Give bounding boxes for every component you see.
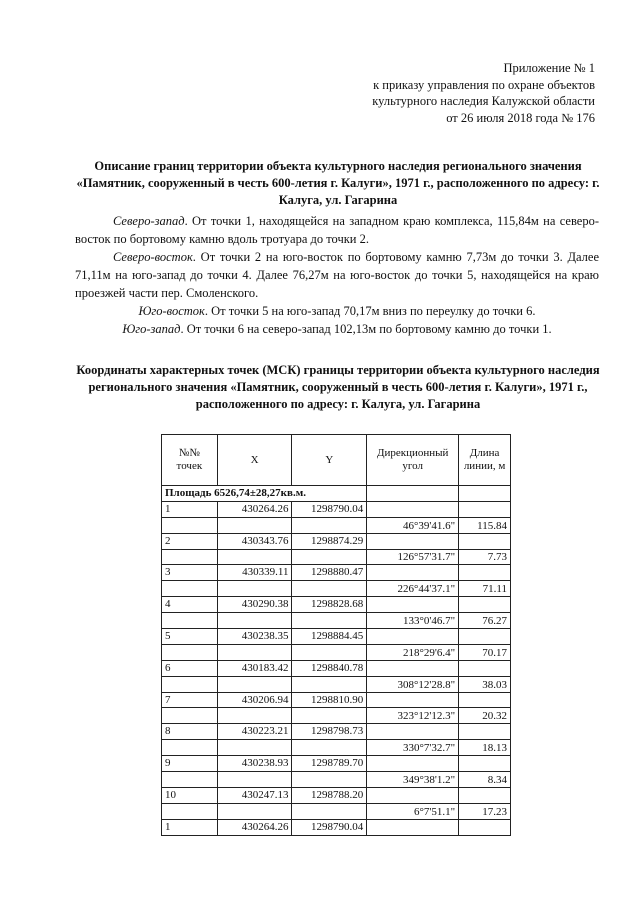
- point-x: 430339.11: [217, 565, 292, 581]
- point-number: 8: [162, 724, 218, 740]
- table-cell: [459, 501, 511, 517]
- point-number: 1: [162, 501, 218, 517]
- header-point-number: №№ точек: [162, 435, 218, 486]
- header-line-length: Длина линии, м: [459, 435, 511, 486]
- table-cell: [217, 613, 292, 629]
- point-x: 430223.21: [217, 724, 292, 740]
- point-number: 4: [162, 597, 218, 613]
- table-cell: [367, 819, 459, 835]
- appendix-line: от 26 июля 2018 года № 176: [446, 110, 595, 125]
- point-row: [162, 565, 511, 581]
- table-cell: [162, 708, 218, 724]
- point-y: 1298828.68: [292, 597, 367, 613]
- point-x: 430247.13: [217, 787, 292, 803]
- area-row: [162, 486, 511, 502]
- table-cell: [217, 708, 292, 724]
- segment-length: 17.23: [459, 803, 511, 819]
- table-cell: [367, 756, 459, 772]
- point-y: 1298789.70: [292, 756, 367, 772]
- point-row: [162, 629, 511, 645]
- point-y: 1298790.04: [292, 819, 367, 835]
- description-paragraph: [75, 302, 599, 320]
- point-number: 7: [162, 692, 218, 708]
- point-row: [162, 660, 511, 676]
- header-x: X: [217, 435, 292, 486]
- table-cell: [459, 486, 511, 502]
- point-row: [162, 819, 511, 835]
- table-cell: [162, 803, 218, 819]
- segment-row: [162, 708, 511, 724]
- segment-row: [162, 644, 511, 660]
- table-cell: [292, 613, 367, 629]
- appendix-line: Приложение № 1: [503, 61, 595, 75]
- table-cell: [292, 708, 367, 724]
- segment-angle: 308°12'28.8": [367, 676, 459, 692]
- segment-length: 18.13: [459, 740, 511, 756]
- point-number: 6: [162, 660, 218, 676]
- table-cell: [292, 676, 367, 692]
- point-row: [162, 756, 511, 772]
- segment-length: 38.03: [459, 676, 511, 692]
- point-row: [162, 724, 511, 740]
- segment-row: [162, 517, 511, 533]
- coordinates-table: [161, 434, 511, 836]
- table-cell: [367, 597, 459, 613]
- area-value: Площадь 6526,74±28,27кв.м.: [162, 486, 367, 502]
- point-number: 10: [162, 787, 218, 803]
- point-y: 1298840.78: [292, 660, 367, 676]
- point-y: 1298798.73: [292, 724, 367, 740]
- table-cell: [367, 486, 459, 502]
- point-row: [162, 501, 511, 517]
- segment-length: 8.34: [459, 772, 511, 788]
- description-title: Описание границ территории объекта культурного наследия регионального значения «Памятник, сооруженный в честь 600-летия г. Калуги», 1971 г., расположенного по адресу: г. Калуга, ул. Гагарина: [76, 159, 600, 207]
- table-cell: [162, 517, 218, 533]
- segment-row: [162, 613, 511, 629]
- table-cell: [162, 740, 218, 756]
- table-cell: [292, 581, 367, 597]
- table-cell: [217, 803, 292, 819]
- segment-length: 7.73: [459, 549, 511, 565]
- table-cell: [367, 533, 459, 549]
- coordinates-body: [162, 486, 511, 836]
- table-cell: [459, 692, 511, 708]
- segment-length: 20.32: [459, 708, 511, 724]
- table-cell: [459, 724, 511, 740]
- table-cell: [459, 660, 511, 676]
- table-cell: [217, 581, 292, 597]
- segment-row: [162, 740, 511, 756]
- point-x: 430206.94: [217, 692, 292, 708]
- point-number: 1: [162, 819, 218, 835]
- point-row: [162, 597, 511, 613]
- point-y: 1298874.29: [292, 533, 367, 549]
- point-x: 430290.38: [217, 597, 292, 613]
- point-y: 1298788.20: [292, 787, 367, 803]
- boundary-description: [75, 212, 599, 338]
- paragraph-text: . От точки 2 на юго-восток по бортовому камню 7,73м до точки 3. Далее 71,11м на юго-запад до точки 4. Далее 76,27м на юго-восток до точки 5, находящейся на краю проезжей части пер. Смоленского.: [75, 250, 599, 300]
- table-cell: [292, 772, 367, 788]
- segment-angle: 330°7'32.7": [367, 740, 459, 756]
- table-cell: [367, 787, 459, 803]
- point-x: 430343.76: [217, 533, 292, 549]
- table-cell: [459, 756, 511, 772]
- segment-angle: 133°0'46.7": [367, 613, 459, 629]
- appendix-header: [372, 60, 595, 126]
- paragraph-text: . От точки 6 на северо-запад 102,13м по бортовому камню до точки 1.: [180, 322, 552, 336]
- table-cell: [162, 613, 218, 629]
- point-row: [162, 533, 511, 549]
- table-cell: [162, 644, 218, 660]
- table-cell: [217, 676, 292, 692]
- table-cell: [367, 565, 459, 581]
- segment-row: [162, 549, 511, 565]
- direction-label: Северо-запад: [113, 214, 185, 228]
- segment-angle: 226°44'37.1": [367, 581, 459, 597]
- table-cell: [367, 692, 459, 708]
- point-y: 1298790.04: [292, 501, 367, 517]
- direction-label: Юго-запад: [122, 322, 181, 336]
- paragraph-text: . От точки 1, находящейся на западном краю комплекса, 115,84м на северо-восток по бортовому камню вдоль тротуара до точки 2.: [75, 214, 599, 246]
- table-cell: [217, 740, 292, 756]
- point-y: 1298810.90: [292, 692, 367, 708]
- paragraph-text: . От точки 5 на юго-запад 70,17м вниз по переулку до точки 6.: [204, 304, 536, 318]
- segment-row: [162, 581, 511, 597]
- table-cell: [217, 549, 292, 565]
- table-cell: [459, 565, 511, 581]
- segment-length: 70.17: [459, 644, 511, 660]
- appendix-line: к приказу управления по охране объектов: [373, 77, 595, 92]
- table-cell: [162, 676, 218, 692]
- table-cell: [459, 533, 511, 549]
- segment-angle: 6°7'51.1": [367, 803, 459, 819]
- point-x: 430238.35: [217, 629, 292, 645]
- point-x: 430183.42: [217, 660, 292, 676]
- header-direction-angle: Дирекционный угол: [367, 435, 459, 486]
- table-cell: [162, 772, 218, 788]
- table-cell: [292, 549, 367, 565]
- point-y: 1298884.45: [292, 629, 367, 645]
- description-paragraph: [75, 320, 599, 338]
- table-cell: [162, 581, 218, 597]
- segment-angle: 126°57'31.7": [367, 549, 459, 565]
- table-header-row: [162, 435, 511, 486]
- segment-row: [162, 676, 511, 692]
- coordinates-title: Координаты характерных точек (МСК) границы территории объекта культурного наследия регионального значения «Памятник, сооруженный в честь 600-летия г. Калуги», 1971 г., расположенного по адресу: г. Калуга, ул. Гагарина: [76, 363, 600, 411]
- point-x: 430238.93: [217, 756, 292, 772]
- table-cell: [459, 787, 511, 803]
- table-cell: [367, 501, 459, 517]
- table-cell: [292, 644, 367, 660]
- table-cell: [162, 549, 218, 565]
- point-number: 3: [162, 565, 218, 581]
- description-paragraph: [75, 248, 599, 302]
- segment-length: 115.84: [459, 517, 511, 533]
- segment-row: [162, 772, 511, 788]
- table-cell: [367, 629, 459, 645]
- segment-length: 71.11: [459, 581, 511, 597]
- direction-label: Северо-восток: [113, 250, 193, 264]
- point-number: 5: [162, 629, 218, 645]
- point-x: 430264.26: [217, 819, 292, 835]
- table-cell: [292, 803, 367, 819]
- point-row: [162, 692, 511, 708]
- table-cell: [459, 629, 511, 645]
- table-cell: [217, 644, 292, 660]
- point-y: 1298880.47: [292, 565, 367, 581]
- table-cell: [292, 740, 367, 756]
- table-cell: [459, 819, 511, 835]
- point-row: [162, 787, 511, 803]
- table-cell: [459, 597, 511, 613]
- direction-label: Юго-восток: [138, 304, 205, 318]
- segment-length: 76.27: [459, 613, 511, 629]
- table-cell: [217, 517, 292, 533]
- point-number: 2: [162, 533, 218, 549]
- point-x: 430264.26: [217, 501, 292, 517]
- segment-angle: 349°38'1.2": [367, 772, 459, 788]
- table-cell: [367, 724, 459, 740]
- table-cell: [367, 660, 459, 676]
- segment-angle: 46°39'41.6": [367, 517, 459, 533]
- header-y: Y: [292, 435, 367, 486]
- point-number: 9: [162, 756, 218, 772]
- segment-angle: 218°29'6.4": [367, 644, 459, 660]
- table-cell: [217, 772, 292, 788]
- appendix-line: культурного наследия Калужской области: [372, 94, 595, 108]
- segment-row: [162, 803, 511, 819]
- table-cell: [292, 517, 367, 533]
- description-paragraph: [75, 212, 599, 248]
- segment-angle: 323°12'12.3": [367, 708, 459, 724]
